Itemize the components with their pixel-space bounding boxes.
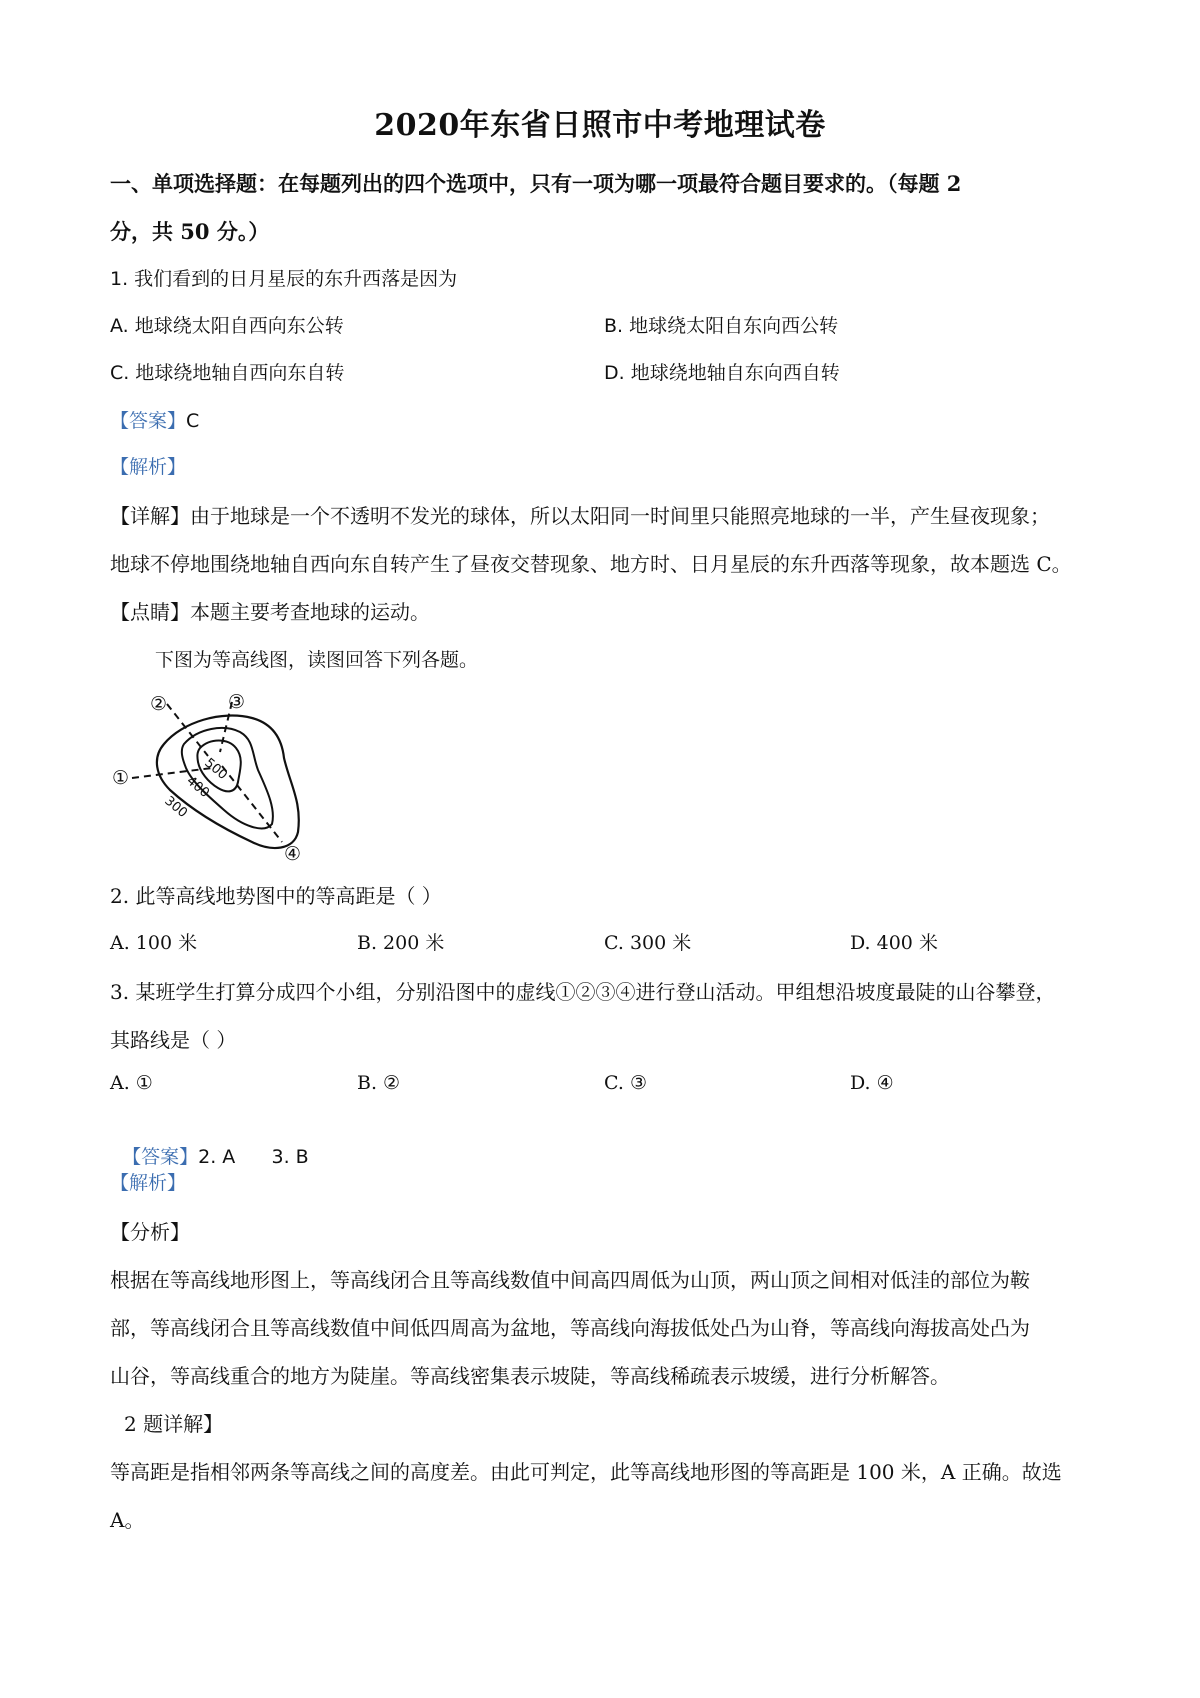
- q1-stem: 1. 我们看到的日月星辰的东升西落是因为: [110, 268, 458, 290]
- q1-option-d: D. 地球绕地轴自东向西自转: [604, 362, 840, 384]
- route-2-label: ②: [150, 693, 168, 715]
- q3-stem-line2: 其路线是（ ）: [110, 1028, 237, 1052]
- q3-stem-line1: 3. 某班学生打算分成四个小组，分别沿图中的虚线①②③④进行登山活动。甲组想沿坡度最陡的山谷攀登，: [110, 980, 1056, 1004]
- q1-detail-line1: 【详解】由于地球是一个不透明不发光的球体，所以太阳同一时间里只能照亮地球的一半，产生昼夜现象；: [110, 504, 1050, 528]
- contour-label-500: 500: [201, 755, 231, 784]
- contour-map: [112, 692, 332, 862]
- q1-option-a: A. 地球绕太阳自西向东公转: [110, 315, 344, 337]
- q2-stem: 2. 此等高线地势图中的等高距是（ ）: [110, 884, 442, 908]
- q3-option-c: C. ③: [604, 1072, 647, 1094]
- answer-label: 【答案】: [122, 1146, 199, 1168]
- q23-para-line2: 部，等高线闭合且等高线数值中间低四周高为盆地，等高线向海拔低处凸为山脊，等高线向海拔高处凸为: [110, 1316, 1030, 1340]
- q2-option-a: A. 100 米: [110, 932, 198, 954]
- figure-intro: 下图为等高线图，读图回答下列各题。: [155, 649, 479, 671]
- q23-para-line1: 根据在等高线地形图上，等高线闭合且等高线数值中间高四周低为山顶，两山顶之间相对低洼的部位为鞍: [110, 1268, 1030, 1292]
- q23-analysis-label: 【解析】: [110, 1172, 187, 1194]
- page-title: 2020年东省日照市中考地理试卷: [374, 108, 826, 143]
- contour-label-400: 400: [183, 773, 213, 802]
- q2-detail-line2: A。: [110, 1508, 145, 1532]
- q23-para-line3: 山谷，等高线重合的地方为陡崖。等高线密集表示坡陡，等高线稀疏表示坡缓，进行分析解答。: [110, 1364, 950, 1388]
- q23-fenxi-label: 【分析】: [110, 1220, 190, 1244]
- q2-option-b: B. 200 米: [357, 932, 445, 954]
- route-1-label: ①: [112, 767, 130, 789]
- answer-label: 【答案】: [110, 410, 187, 432]
- section-heading-line2: 分，共 50 分。）: [110, 219, 270, 244]
- q1-analysis-label: 【解析】: [110, 456, 187, 478]
- q2-detail-line1: 等高距是指相邻两条等高线之间的高度差。由此可判定，此等高线地形图的等高距是 100 米，A 正确。故选: [110, 1460, 1062, 1484]
- route-4-label: ④: [284, 843, 302, 862]
- q1-option-b: B. 地球绕太阳自东向西公转: [604, 315, 839, 337]
- q2-detail-label: 2 题详解】: [124, 1412, 224, 1436]
- q1-detail-line2: 地球不停地围绕地轴自西向东自转产生了昼夜交替现象、地方时、日月星辰的东升西落等现象，故本题选 C。: [110, 552, 1072, 576]
- q1-comment: 【点睛】本题主要考查地球的运动。: [110, 600, 430, 624]
- answer-value: 2. A 3. B: [198, 1146, 309, 1168]
- q2-option-c: C. 300 米: [604, 932, 692, 954]
- q2-option-d: D. 400 米: [850, 932, 938, 954]
- contour-label-300: 300: [161, 793, 191, 822]
- q1-option-c: C. 地球绕地轴自西向东自转: [110, 362, 345, 384]
- route-3-label: ③: [228, 692, 246, 713]
- q1-answer: [110, 406, 199, 433]
- q3-option-d: D. ④: [850, 1072, 894, 1094]
- section-heading-line1: 一、单项选择题：在每题列出的四个选项中，只有一项为哪一项最符合题目要求的。（每题 2: [110, 171, 962, 196]
- q3-option-a: A. ①: [110, 1072, 153, 1094]
- q23-answer: [110, 1120, 309, 1169]
- q3-option-b: B. ②: [357, 1072, 401, 1094]
- answer-value: C: [186, 410, 200, 432]
- contour-line-300: [157, 716, 299, 848]
- route-2-line: [167, 704, 208, 756]
